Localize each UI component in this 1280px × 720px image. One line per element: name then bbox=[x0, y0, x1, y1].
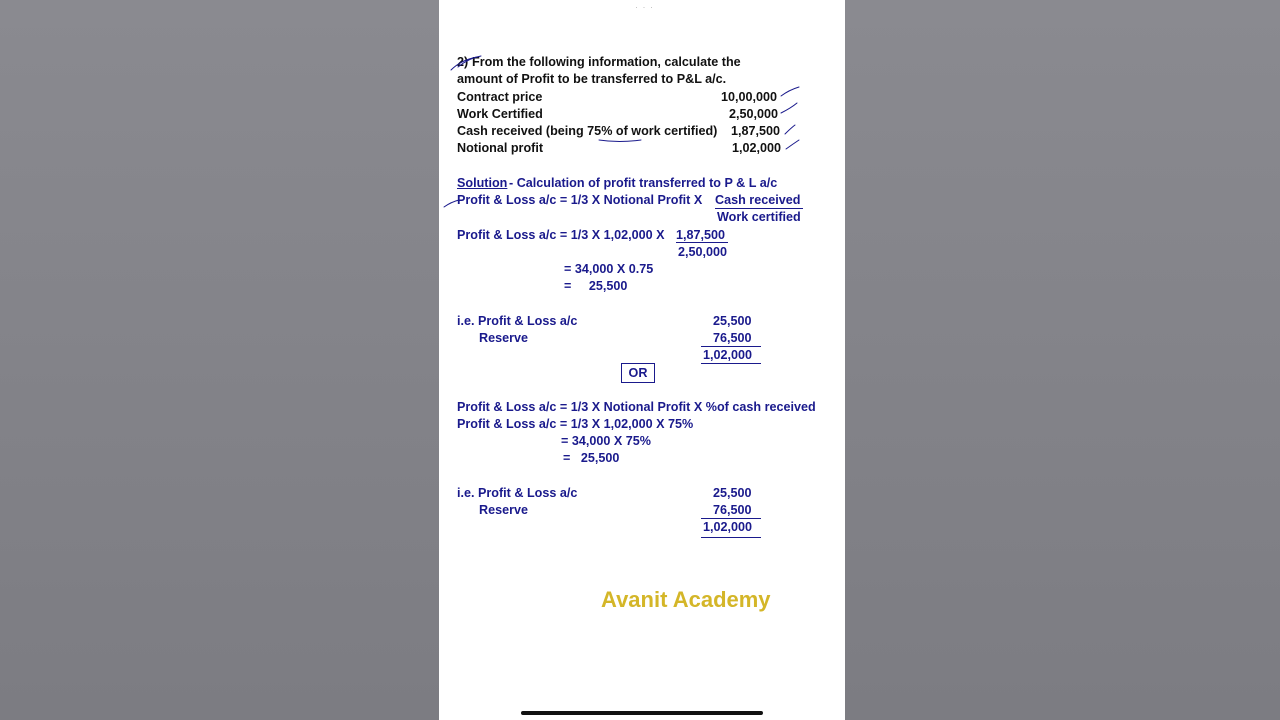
item-value-cash-received: 1,87,500 bbox=[731, 124, 781, 138]
check-cash-received bbox=[785, 125, 795, 134]
step-2: = 25,500 bbox=[564, 279, 628, 293]
split-2-reserve-value: 76,500 bbox=[713, 503, 752, 517]
left-backdrop bbox=[0, 0, 439, 720]
check-contract-price bbox=[781, 87, 799, 96]
split-2-total: 1,02,000 bbox=[703, 520, 753, 534]
question-mark-stroke-2 bbox=[458, 56, 481, 67]
split-1-reserve-value: 76,500 bbox=[713, 331, 752, 345]
underline-75-percent bbox=[599, 140, 641, 142]
formula-2: Profit & Loss a/c = 1/3 X Notional Profit X %of cash received bbox=[457, 400, 816, 414]
split-1-sum-line bbox=[701, 346, 761, 347]
question-line-2: amount of Profit to be transferred to P&L a/c. bbox=[457, 72, 727, 86]
split-1-pl-label: i.e. Profit & Loss a/c bbox=[457, 314, 578, 328]
split-1-total: 1,02,000 bbox=[703, 348, 753, 362]
split-1-total-underline bbox=[701, 363, 761, 364]
calc-2: Profit & Loss a/c = 1/3 X 1,02,000 X 75% bbox=[457, 417, 694, 431]
formula-1-denominator: Work certified bbox=[717, 210, 801, 224]
check-notional-profit bbox=[786, 140, 799, 149]
right-backdrop bbox=[845, 0, 1280, 720]
formula-1-fraction-bar bbox=[715, 208, 803, 209]
item-value-work-certified: 2,50,000 bbox=[729, 107, 779, 121]
top-drag-handle: · · · bbox=[635, 2, 654, 12]
step-1: = 34,000 X 0.75 bbox=[564, 262, 654, 276]
document-page bbox=[439, 0, 845, 720]
split-2-reserve-label: Reserve bbox=[479, 503, 529, 517]
split-2-pl-label: i.e. Profit & Loss a/c bbox=[457, 486, 578, 500]
split-2-total-underline bbox=[701, 537, 761, 538]
item-value-contract-price: 10,00,000 bbox=[721, 90, 778, 104]
step-3: = 34,000 X 75% bbox=[561, 434, 651, 448]
calc-1-prefix: Profit & Loss a/c = 1/3 X 1,02,000 X bbox=[457, 228, 665, 242]
item-label-notional-profit: Notional profit bbox=[457, 141, 544, 155]
item-label-work-certified: Work Certified bbox=[457, 107, 543, 121]
formula-1-prefix: Profit & Loss a/c = 1/3 X Notional Profit X bbox=[457, 193, 703, 207]
brand-watermark: Avanit Academy bbox=[601, 587, 771, 612]
question-mark-stroke bbox=[451, 57, 477, 70]
question-number: 2) bbox=[457, 55, 469, 69]
calc-1-numerator: 1,87,500 bbox=[676, 228, 726, 242]
calc-1-denominator: 2,50,000 bbox=[678, 245, 728, 259]
home-indicator[interactable] bbox=[521, 711, 763, 715]
item-label-cash-received: Cash received (being 75% of work certified) bbox=[457, 124, 718, 138]
solution-heading-rest: - Calculation of profit transferred to P & L a/c bbox=[509, 176, 778, 190]
split-1-pl-value: 25,500 bbox=[713, 314, 752, 328]
step-4: = 25,500 bbox=[563, 451, 620, 465]
formula-1-numerator: Cash received bbox=[715, 193, 801, 207]
question-line-1: From the following information, calculate the bbox=[472, 55, 741, 69]
split-2-pl-value: 25,500 bbox=[713, 486, 752, 500]
solution-heading: Solution bbox=[457, 176, 508, 190]
split-2-sum-line bbox=[701, 518, 761, 519]
item-label-contract-price: Contract price bbox=[457, 90, 543, 104]
split-1-reserve-label: Reserve bbox=[479, 331, 529, 345]
calc-1-fraction-bar bbox=[676, 242, 728, 243]
item-value-notional-profit: 1,02,000 bbox=[732, 141, 782, 155]
check-work-certified bbox=[781, 103, 797, 113]
or-box: OR bbox=[621, 363, 655, 383]
